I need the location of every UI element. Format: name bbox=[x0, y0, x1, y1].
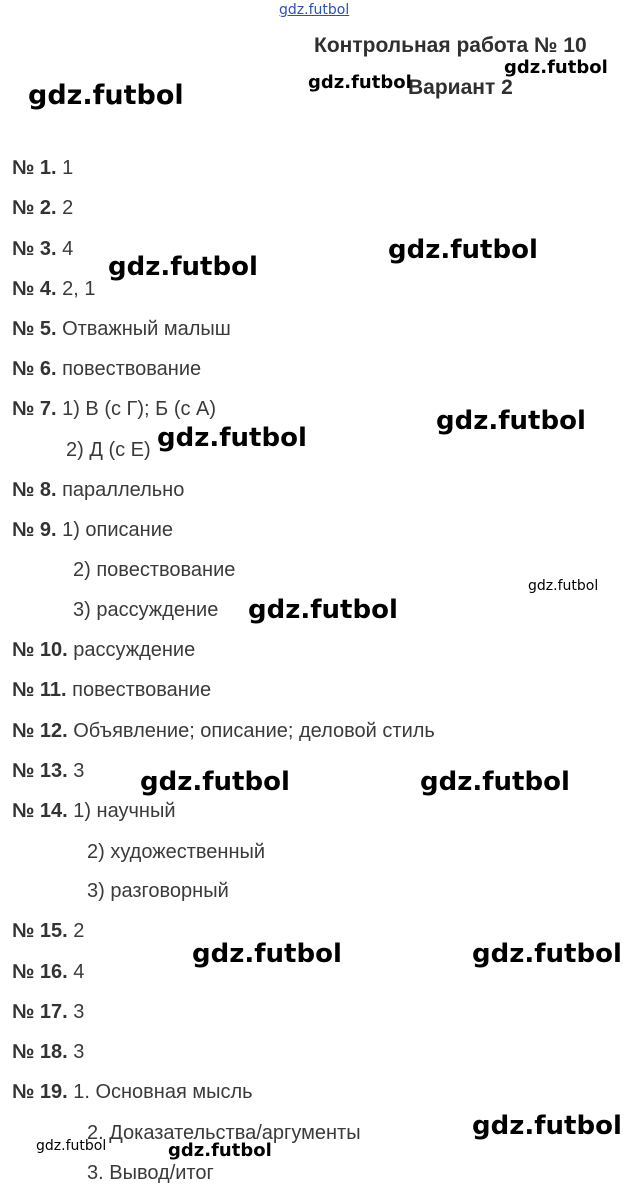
answer-text: параллельно bbox=[62, 479, 185, 501]
answer-text: 4 bbox=[62, 238, 74, 260]
page-title: Контрольная работа № 10 bbox=[314, 34, 587, 57]
answer-continuation: 2. Доказательства/аргументы bbox=[87, 1122, 361, 1144]
answer-text: 2 bbox=[73, 920, 85, 942]
answer-row bbox=[12, 238, 73, 261]
answer-text: повествование bbox=[72, 679, 212, 701]
answer-number: № 15. bbox=[12, 920, 68, 942]
answer-row bbox=[12, 197, 73, 220]
watermark: gdz.futbol bbox=[504, 57, 608, 78]
watermark: gdz.futbol bbox=[308, 72, 412, 93]
answer-number: № 12. bbox=[12, 720, 68, 742]
watermark: gdz.futbol bbox=[168, 1140, 272, 1161]
answer-number: № 16. bbox=[12, 961, 68, 983]
watermark: gdz.futbol bbox=[420, 767, 570, 797]
answer-number: № 6. bbox=[12, 358, 57, 380]
answer-number: № 10. bbox=[12, 639, 68, 661]
answer-number: № 13. bbox=[12, 760, 68, 782]
answer-text: 4 bbox=[73, 961, 85, 983]
answer-row bbox=[12, 1041, 84, 1064]
answer-row bbox=[12, 318, 231, 341]
answer-number: № 11. bbox=[12, 679, 67, 701]
answer-row bbox=[12, 720, 435, 743]
watermark: gdz.futbol bbox=[140, 767, 290, 797]
watermark: gdz.futbol bbox=[157, 423, 307, 453]
answer-row bbox=[12, 157, 73, 180]
answer-row bbox=[12, 1081, 253, 1104]
answer-row bbox=[12, 519, 173, 542]
answer-number: № 17. bbox=[12, 1001, 68, 1023]
answer-continuation: 2) художественный bbox=[87, 841, 266, 863]
answer-number: № 18. bbox=[12, 1041, 68, 1063]
answer-number: № 9. bbox=[12, 519, 57, 541]
answer-row bbox=[12, 760, 84, 783]
answer-number: № 5. bbox=[12, 318, 57, 340]
answer-text: Объявление; описание; деловой стиль bbox=[73, 720, 435, 742]
answer-row bbox=[12, 358, 201, 381]
watermark: gdz.futbol bbox=[108, 252, 258, 282]
answer-continuation: 3. Вывод/итог bbox=[87, 1162, 214, 1184]
answer-number: № 2. bbox=[12, 197, 57, 219]
watermark: gdz.futbol bbox=[28, 80, 184, 111]
watermark: gdz.futbol bbox=[472, 939, 622, 969]
answer-row bbox=[12, 479, 184, 502]
watermark: gdz.futbol bbox=[388, 235, 538, 265]
answer-text: 3 bbox=[73, 760, 85, 782]
answer-number: № 3. bbox=[12, 238, 57, 260]
watermark: gdz.futbol bbox=[528, 578, 599, 594]
answer-number: № 19. bbox=[12, 1081, 68, 1103]
answer-row bbox=[12, 398, 216, 421]
answer-text: повествование bbox=[62, 358, 202, 380]
answer-text: Отважный малыш bbox=[62, 318, 231, 340]
watermark: gdz.futbol bbox=[192, 939, 342, 969]
answer-number: № 4. bbox=[12, 278, 57, 300]
answer-text: 1) В (с Г); Б (с А) bbox=[62, 398, 217, 420]
answer-text: 2, 1 bbox=[62, 278, 96, 300]
answer-row bbox=[12, 278, 95, 301]
watermark: gdz.futbol bbox=[279, 2, 350, 18]
answer-number: № 8. bbox=[12, 479, 57, 501]
answer-number: № 7. bbox=[12, 398, 57, 420]
watermark: gdz.futbol bbox=[36, 1138, 107, 1154]
answer-text: 2 bbox=[62, 197, 74, 219]
answer-number: № 14. bbox=[12, 800, 68, 822]
answer-continuation: 3) разговорный bbox=[87, 880, 229, 902]
answer-row bbox=[12, 961, 84, 984]
answer-row bbox=[12, 1001, 84, 1024]
answer-continuation: 3) рассуждение bbox=[73, 599, 219, 621]
answer-text: 1) описание bbox=[62, 519, 174, 541]
answer-row bbox=[12, 920, 84, 943]
answer-number: № 1. bbox=[12, 157, 57, 179]
watermark: gdz.futbol bbox=[472, 1111, 622, 1141]
variant-label: Вариант 2 bbox=[408, 76, 513, 99]
answer-text: рассуждение bbox=[73, 639, 196, 661]
answer-text: 1. Основная мысль bbox=[73, 1081, 253, 1103]
answer-text: 3 bbox=[73, 1001, 85, 1023]
answer-text: 1 bbox=[62, 157, 74, 179]
watermark: gdz.futbol bbox=[436, 406, 586, 436]
watermark: gdz.futbol bbox=[248, 595, 398, 625]
answer-continuation: 2) Д (с Е) bbox=[66, 439, 151, 461]
answer-text: 3 bbox=[73, 1041, 85, 1063]
answer-row bbox=[12, 679, 211, 702]
answer-row bbox=[12, 639, 195, 662]
answer-continuation: 2) повествование bbox=[73, 559, 236, 581]
answer-text: 1) научный bbox=[73, 800, 176, 822]
answer-row bbox=[12, 800, 176, 823]
